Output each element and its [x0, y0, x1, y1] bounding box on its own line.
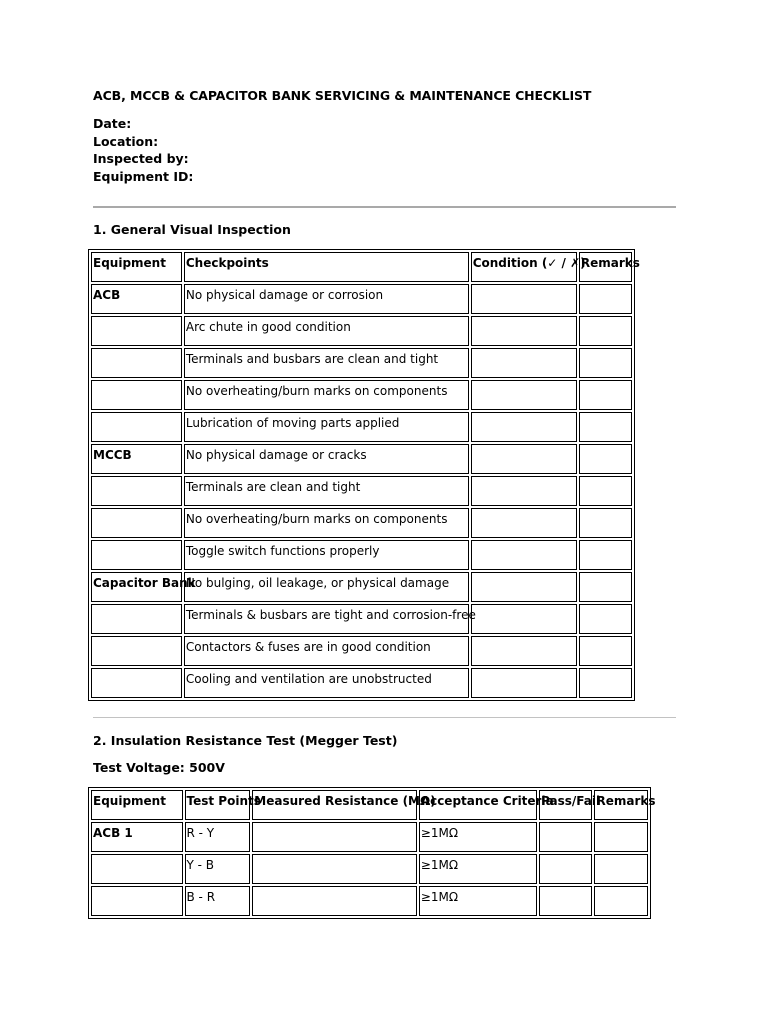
pass-fail-entry-cell[interactable] [539, 822, 592, 852]
remarks-entry-cell[interactable] [594, 822, 648, 852]
table-row [91, 636, 632, 666]
equipment-id-field-label: Equipment ID: [93, 168, 194, 184]
section-heading-visual-inspection: 1. General Visual Inspection [93, 222, 291, 237]
equipment-cell: ACB [91, 284, 182, 314]
equipment-cell: ACB 1 [91, 822, 183, 852]
section-heading-insulation-test: 2. Insulation Resistance Test (Megger Test) [93, 733, 398, 748]
checkpoint-cell: Terminals and busbars are clean and tight [184, 348, 469, 378]
equipment-cell [91, 668, 182, 698]
insulation-resistance-rows [91, 822, 648, 916]
checkpoint-cell: Cooling and ventilation are unobstructed [184, 668, 469, 698]
visual-inspection-rows [91, 284, 632, 698]
condition-entry-cell[interactable] [471, 668, 577, 698]
checkpoint-cell: No physical damage or corrosion [184, 284, 469, 314]
checkpoint-cell: Toggle switch functions properly [184, 540, 469, 570]
equipment-cell [91, 316, 182, 346]
condition-entry-cell[interactable] [471, 348, 577, 378]
document-title: ACB, MCCB & CAPACITOR BANK SERVICING & MAINTENANCE CHECKLIST [93, 88, 592, 103]
section-divider [93, 206, 676, 208]
condition-entry-cell[interactable] [471, 508, 577, 538]
equipment-cell [91, 604, 182, 634]
remarks-entry-cell[interactable] [594, 854, 648, 884]
column-header-pass-fail: Pass/Fail [539, 790, 592, 820]
checkpoint-cell: No overheating/burn marks on components [184, 508, 469, 538]
table-header-row [91, 252, 632, 282]
remarks-entry-cell[interactable] [579, 636, 632, 666]
table-row [91, 444, 632, 474]
table-row [91, 822, 648, 852]
column-header-measured-resistance: Measured Resistance (MΩ) [252, 790, 417, 820]
table-row [91, 316, 632, 346]
condition-entry-cell[interactable] [471, 444, 577, 474]
test-point-cell: Y - B [185, 854, 251, 884]
table-row [91, 604, 632, 634]
table-row [91, 886, 648, 916]
remarks-entry-cell[interactable] [579, 572, 632, 602]
checkpoint-cell: Terminals are clean and tight [184, 476, 469, 506]
table-row [91, 572, 632, 602]
column-header-condition: Condition (✓ / ✗) [471, 252, 577, 282]
date-field-label: Date: [93, 116, 132, 131]
table-row [91, 380, 632, 410]
column-header-equipment: Equipment [91, 252, 182, 282]
remarks-entry-cell[interactable] [594, 886, 648, 916]
remarks-entry-cell[interactable] [579, 316, 632, 346]
measured-resistance-entry-cell[interactable] [252, 854, 417, 884]
table-row [91, 348, 632, 378]
table-row [91, 284, 632, 314]
column-header-checkpoints: Checkpoints [184, 252, 469, 282]
inspected-by-field-label: Inspected by: [93, 151, 189, 166]
equipment-cell [91, 854, 183, 884]
checkpoint-cell: Terminals & busbars are tight and corrosion-free [184, 604, 469, 634]
equipment-cell [91, 886, 183, 916]
equipment-cell [91, 508, 182, 538]
condition-entry-cell[interactable] [471, 604, 577, 634]
remarks-entry-cell[interactable] [579, 284, 632, 314]
test-point-cell: R - Y [185, 822, 251, 852]
acceptance-criteria-cell: ≥1MΩ [419, 854, 537, 884]
measured-resistance-entry-cell[interactable] [252, 822, 417, 852]
table-row [91, 668, 632, 698]
condition-entry-cell[interactable] [471, 412, 577, 442]
equipment-cell [91, 476, 182, 506]
remarks-entry-cell[interactable] [579, 380, 632, 410]
column-header-remarks: Remarks [579, 252, 632, 282]
remarks-entry-cell[interactable] [579, 476, 632, 506]
condition-entry-cell[interactable] [471, 476, 577, 506]
equipment-cell [91, 412, 182, 442]
table-row [91, 412, 632, 442]
equipment-cell [91, 636, 182, 666]
column-header-acceptance-criteria: Acceptance Criteria [419, 790, 537, 820]
insulation-resistance-table [88, 787, 656, 919]
checkpoint-cell: No overheating/burn marks on components [184, 380, 469, 410]
checkpoint-cell: No physical damage or cracks [184, 444, 469, 474]
condition-entry-cell[interactable] [471, 636, 577, 666]
equipment-cell: MCCB [91, 444, 182, 474]
remarks-entry-cell[interactable] [579, 348, 632, 378]
remarks-entry-cell[interactable] [579, 508, 632, 538]
test-voltage-label: Test Voltage: 500V [93, 760, 225, 775]
condition-entry-cell[interactable] [471, 380, 577, 410]
header-fields [93, 115, 193, 185]
checkpoint-cell: Arc chute in good condition [184, 316, 469, 346]
condition-entry-cell[interactable] [471, 316, 577, 346]
table-row [91, 854, 648, 884]
checkpoint-cell: No bulging, oil leakage, or physical damage [184, 572, 469, 602]
table-row [91, 540, 632, 570]
column-header-test-points: Test Points [185, 790, 251, 820]
remarks-entry-cell[interactable] [579, 604, 632, 634]
test-point-cell: B - R [185, 886, 251, 916]
checkpoint-cell: Lubrication of moving parts applied [184, 412, 469, 442]
table-row [91, 476, 632, 506]
table-header-row [91, 790, 648, 820]
column-header-remarks: Remarks [594, 790, 648, 820]
condition-entry-cell[interactable] [471, 284, 577, 314]
condition-entry-cell[interactable] [471, 572, 577, 602]
equipment-cell: Capacitor Bank [91, 572, 182, 602]
equipment-cell [91, 380, 182, 410]
acceptance-criteria-cell: ≥1MΩ [419, 886, 537, 916]
column-header-equipment: Equipment [91, 790, 183, 820]
equipment-cell [91, 348, 182, 378]
checkpoint-cell: Contactors & fuses are in good condition [184, 636, 469, 666]
section-divider [93, 717, 676, 718]
pass-fail-entry-cell[interactable] [539, 854, 592, 884]
acceptance-criteria-cell: ≥1MΩ [419, 822, 537, 852]
condition-entry-cell[interactable] [471, 540, 577, 570]
remarks-entry-cell[interactable] [579, 444, 632, 474]
visual-inspection-table [88, 249, 640, 701]
remarks-entry-cell[interactable] [579, 412, 632, 442]
remarks-entry-cell[interactable] [579, 668, 632, 698]
table-row [91, 508, 632, 538]
measured-resistance-entry-cell[interactable] [252, 886, 417, 916]
pass-fail-entry-cell[interactable] [539, 886, 592, 916]
location-field-label: Location: [93, 133, 159, 149]
equipment-cell [91, 540, 182, 570]
remarks-entry-cell[interactable] [579, 540, 632, 570]
